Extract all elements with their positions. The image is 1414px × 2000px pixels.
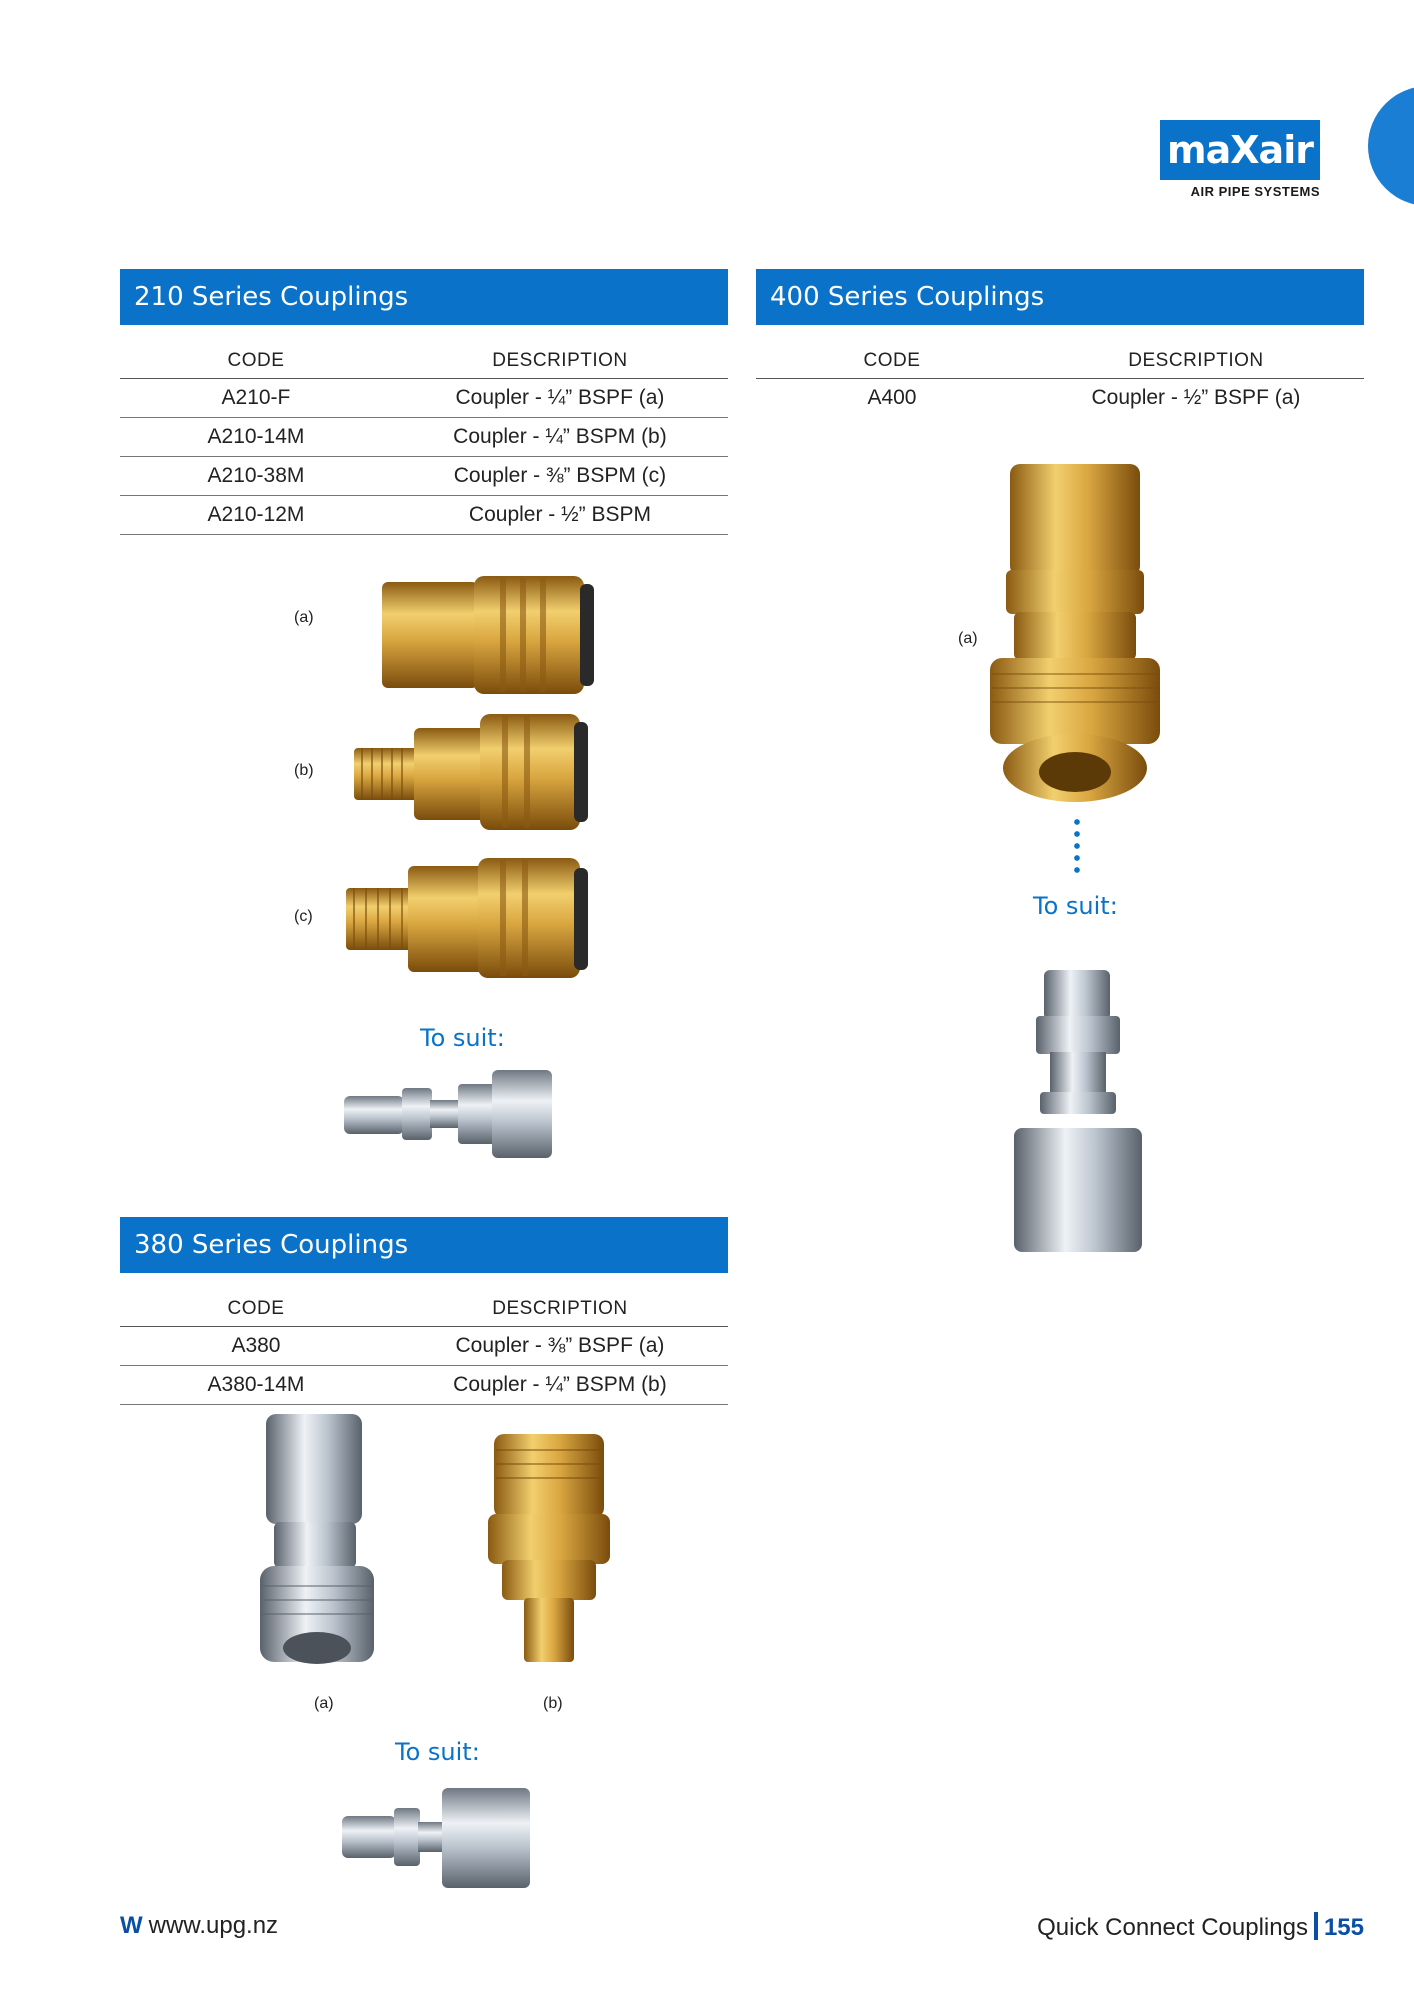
table-row <box>120 379 728 418</box>
description-cell: Coupler - ½” BSPM <box>392 496 728 535</box>
coupler-210-38m-image <box>344 856 592 982</box>
description-cell: Coupler - ⅜” BSPM (c) <box>392 457 728 496</box>
plug-380-image <box>340 1786 534 1890</box>
table-400 <box>756 325 1364 417</box>
table-row <box>120 1366 728 1405</box>
website-link[interactable]: www.upg.nz <box>148 1912 279 1939</box>
chapter-tab <box>1368 86 1414 206</box>
coupler-210-14m-image <box>352 712 592 832</box>
figure-label-a: (a) <box>958 630 978 647</box>
divider <box>1314 1912 1318 1940</box>
to-suit-heading-380: To suit: <box>395 1738 480 1766</box>
description-cell: Coupler - ¼” BSPM (b) <box>392 1366 728 1405</box>
description-cell: Coupler - ⅜” BSPF (a) <box>392 1327 728 1366</box>
col-description: DESCRIPTION <box>392 325 728 379</box>
col-code: CODE <box>120 325 392 379</box>
coupler-380-14m-image <box>484 1430 614 1666</box>
code-cell: A380 <box>120 1327 392 1366</box>
table-row <box>120 418 728 457</box>
col-code: CODE <box>120 1273 392 1327</box>
code-cell: A210-12M <box>120 496 392 535</box>
code-cell: A210-38M <box>120 457 392 496</box>
figure-label-b: (b) <box>294 762 314 779</box>
connector-dots <box>1074 816 1080 876</box>
to-suit-heading-400: To suit: <box>1033 892 1118 920</box>
code-cell: A400 <box>867 386 917 409</box>
col-description: DESCRIPTION <box>392 1273 728 1327</box>
col-code: CODE <box>756 325 1028 379</box>
coupler-400-image <box>988 462 1162 806</box>
maxair-logo: maXair <box>1160 120 1320 180</box>
to-suit-heading-210: To suit: <box>420 1024 505 1052</box>
section-title-400: 400 Series Couplings <box>756 269 1364 325</box>
table-380 <box>120 1273 728 1405</box>
table-row <box>120 1327 728 1366</box>
code-cell: A210-F <box>120 379 392 418</box>
footer-website <box>120 1912 278 1940</box>
table-210 <box>120 325 728 535</box>
table-row <box>120 496 728 535</box>
coupler-210-f-image <box>380 574 600 698</box>
col-description: DESCRIPTION <box>1028 325 1364 379</box>
logo-tagline: AIR PIPE SYSTEMS <box>1190 184 1320 199</box>
figure-label-a: (a) <box>294 609 314 626</box>
description-cell: Coupler - ¼” BSPM (b) <box>392 418 728 457</box>
footer-page-info <box>1037 1912 1364 1942</box>
section-title-210: 210 Series Couplings <box>120 269 728 325</box>
table-row <box>756 379 1364 418</box>
table-row <box>120 457 728 496</box>
coupler-380-image <box>256 1410 382 1672</box>
code-cell: A210-14M <box>120 418 392 457</box>
plug-400-image <box>1010 968 1146 1256</box>
description-cell: Coupler - ½” BSPF (a) <box>1091 386 1301 409</box>
web-prefix: W <box>120 1912 143 1939</box>
description-cell: Coupler - ¼” BSPF (a) <box>392 379 728 418</box>
figure-label-c: (c) <box>294 908 313 925</box>
plug-210-image <box>342 1066 556 1162</box>
page-number: 155 <box>1323 1914 1364 1941</box>
code-cell: A380-14M <box>120 1366 392 1405</box>
chapter-title: Quick Connect Couplings <box>1037 1914 1308 1941</box>
figure-label-b: (b) <box>543 1695 563 1712</box>
figure-label-a: (a) <box>314 1695 334 1712</box>
section-title-380: 380 Series Couplings <box>120 1217 728 1273</box>
